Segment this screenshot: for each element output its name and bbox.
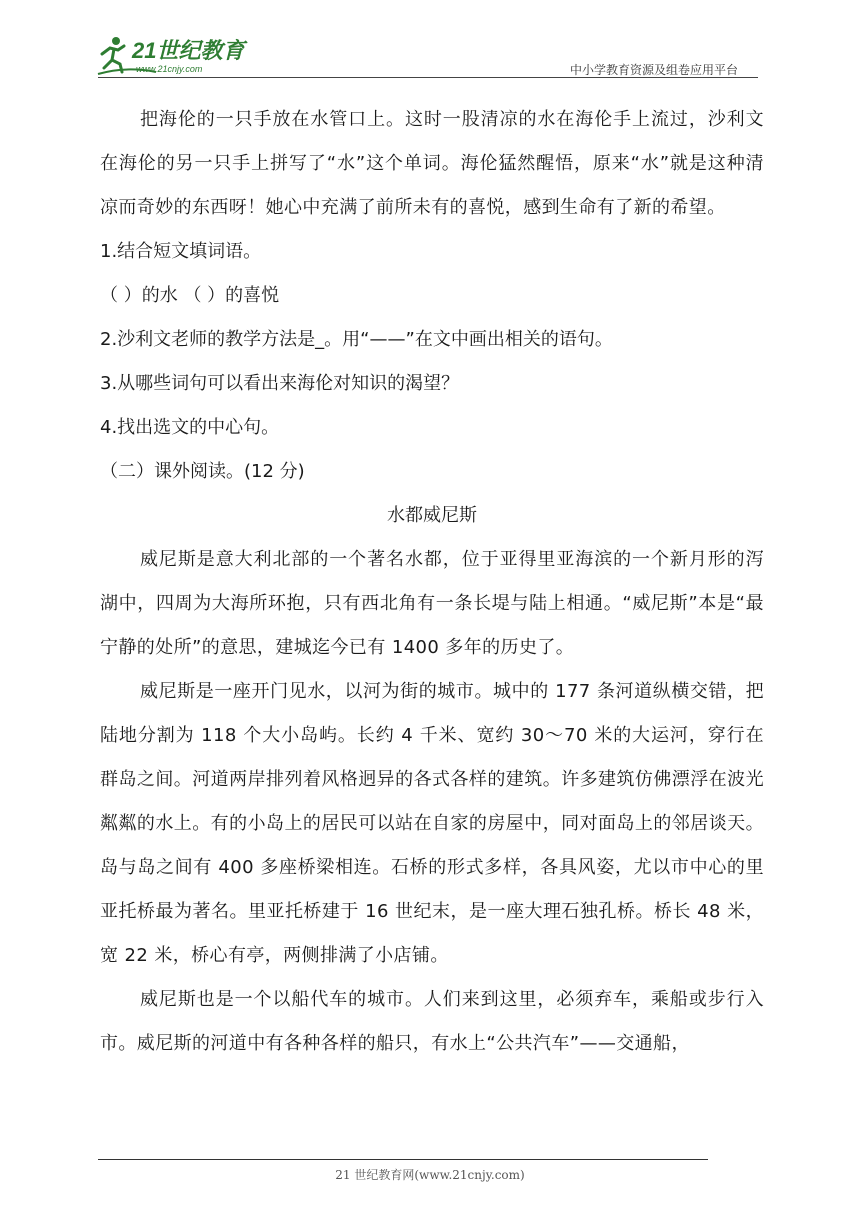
- header-platform-text: 中小学教育资源及组卷应用平台: [570, 63, 739, 77]
- document-body: [100, 98, 764, 1066]
- section-heading: （二）课外阅读。(12 分): [100, 461, 305, 482]
- logo-text: 21世纪教育: [132, 38, 245, 63]
- question-4: 4.找出选文的中心句。: [100, 417, 280, 438]
- site-logo: [96, 32, 266, 80]
- question-1-blanks: （ ）的水 （ ）的喜悦: [100, 285, 280, 306]
- article-paragraph-3: 威尼斯也是一个以船代车的城市。人们来到这里，必须弃车，乘船或步行入市。威尼斯的河道中有各种各样的船只，有水上“公共汽车”——交通船，: [100, 989, 764, 1054]
- footer-divider: [98, 1159, 708, 1160]
- article-title: 水都威尼斯: [387, 505, 477, 526]
- page-header: [0, 0, 860, 80]
- article-paragraph-1: 威尼斯是意大利北部的一个著名水都，位于亚得里亚海滨的一个新月形的泻湖中，四周为大海所环抱，只有西北角有一条长堤与陆上相通。“威尼斯”本是“最宁静的处所”的意思，建城迄今已有 1400 多年的历史了。: [100, 549, 764, 658]
- article-paragraph-2: 威尼斯是一座开门见水，以河为街的城市。城中的 177 条河道纵横交错，把陆地分割为 118 个大小岛屿。长约 4 千米、宽约 30～70 米的大运河，穿行在群岛之间。河道两岸排列着风格迥异的各式各样的建筑。许多建筑仿佛漂浮在波光粼粼的水上。有的小岛上的居民可以站在自家的房屋中，同对面岛上的邻居谈天。岛与岛之间有 400 多座桥梁相连。石桥的形式多样，各具风姿，尤以市中心的里亚托桥最为著名。里亚托桥建于 16 世纪末，是一座大理石独孔桥。桥长 48 米，宽 22 米，桥心有亭，两侧排满了小店铺。: [100, 681, 764, 966]
- question-1: 1.结合短文填词语。: [100, 241, 262, 262]
- header-divider: [98, 77, 758, 78]
- passage-paragraph: 把海伦的一只手放在水管口上。这时一股清凉的水在海伦手上流过，沙利文在海伦的另一只手上拼写了“水”这个单词。海伦猛然醒悟，原来“水”就是这种清凉而奇妙的东西呀！她心中充满了前所未有的喜悦，感到生命有了新的希望。: [100, 109, 764, 218]
- logo-url: www.21cnjy.com: [136, 64, 203, 74]
- question-3: 3.从哪些词句可以看出来海伦对知识的渴望？: [100, 373, 460, 394]
- question-2: 2.沙利文老师的教学方法是_。用“——”在文中画出相关的语句。: [100, 329, 613, 350]
- page-footer: 21 世纪教育网(www.21cnjy.com): [335, 1168, 525, 1182]
